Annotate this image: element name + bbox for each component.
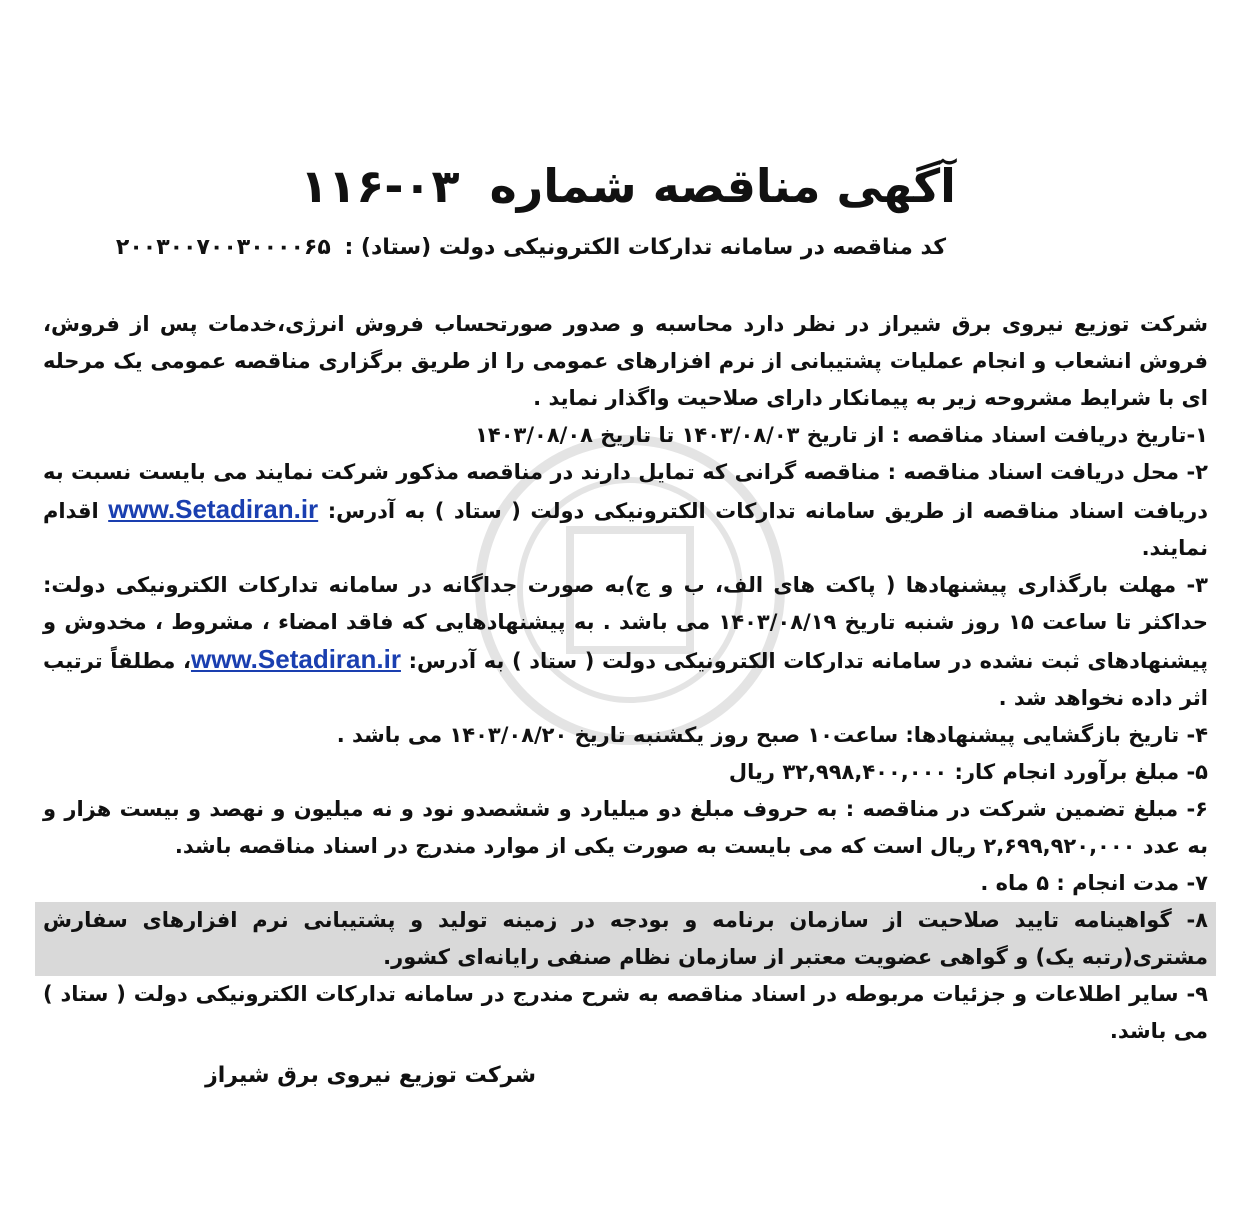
- tender-code-label: کد مناقصه در سامانه تدارکات الکترونیکی دولت (ستاد) :: [344, 235, 946, 260]
- item-3: [43, 567, 1208, 717]
- intro-paragraph: شرکت توزیع نیروی برق شیراز در نظر دارد محاسبه و صدور صورتحساب فروش انرژی،خدمات پس از فروش، فروش انشعاب و انجام عملیات پشتیبانی از نرم افزارهای عمومی را از طریق برگزاری مناقصه عمومی یک مرحله ای با شرایط مشروحه زیر به پیمانکار دارای صلاحیت واگذار نماید .: [43, 312, 1208, 410]
- item-5: ۵- مبلغ برآورد انجام کار: ۳۲,۹۹۸,۴۰۰,۰۰۰ ریال: [728, 760, 1208, 784]
- item-2-text: ۲- محل دریافت اسناد مناقصه : مناقصه گرانی که تمایل دارند در مناقصه مذکور شرکت نمایند می بایست نسبت به دریافت اسناد مناقصه از طریق سامانه تدارکات الکترونیکی دولت ( ستاد ) به آدرس:: [43, 460, 1209, 523]
- item-2-text-end: اقدام نمایند.: [43, 499, 1208, 560]
- tender-code: ۲۰۰۳۰۰۷۰۰۳۰۰۰۰۶۵: [115, 235, 331, 260]
- setadiran-link-2[interactable]: www.Setadiran.ir: [190, 644, 401, 674]
- title-text: آگهی مناقصه شماره: [489, 159, 956, 213]
- item-3-text: ۳- مهلت بارگذاری پیشنهادها ( پاکت های الف، ب و ج)به صورت جداگانه در سامانه تدارکات الکترونیکی دولت: حداکثر تا ساعت ۱۵ روز شنبه تاریخ ۱۴۰۳/۰۸/۱۹ می باشد . به پیشنهادهایی که فاقد امضاء ، مشروط ، مخدوش و پیشنهادهای ثبت نشده در سامانه تدارکات الکترونیکی دولت ( ستاد ) به آدرس:: [43, 573, 1208, 673]
- item-6: ۶- مبلغ تضمین شرکت در مناقصه : به حروف مبلغ دو میلیارد و ششصدو نود و نه میلیون و نهصد و بیست هزار و به عدد ۲,۶۹۹,۹۲۰,۰۰۰ ریال است که می بایست به صورت یکی از موارد مندرج در اسناد مناقصه باشد.: [43, 797, 1208, 858]
- page-title: [0, 150, 1256, 222]
- item-8-highlighted: ۸- گواهینامه تایید صلاحیت از سازمان برنامه و بودجه در زمینه تولید و پشتیبانی نرم افزارهای سفارش مشتری(رتبه یک) و گواهی عضویت معتبر از سازمان نظام صنفی رایانه‌ای کشور.: [35, 902, 1216, 976]
- setadiran-link[interactable]: www.Setadiran.ir: [108, 494, 319, 524]
- signature-company: شرکت توزیع نیروی برق شیراز: [205, 1063, 536, 1088]
- item-9: ۹- سایر اطلاعات و جزئیات مربوطه در اسناد مناقصه به شرح مندرج در سامانه تدارکات الکترونیکی دولت ( ستاد ) می باشد.: [43, 982, 1208, 1043]
- item-2: [43, 454, 1208, 567]
- item-1: ۱-تاریخ دریافت اسناد مناقصه : از تاریخ ۱۴۰۳/۰۸/۰۳ تا تاریخ ۱۴۰۳/۰۸/۰۸: [475, 423, 1208, 447]
- tender-code-line: [116, 228, 946, 268]
- item-7: ۷- مدت انجام : ۵ ماه .: [980, 871, 1208, 895]
- notice-body: [43, 306, 1208, 1050]
- item-3-text-end: ، مطلقاً ترتیب اثر داده نخواهد شد .: [43, 649, 1208, 710]
- tender-number: ۱۱۶-۰۳: [300, 159, 460, 213]
- item-4: ۴- تاریخ بازگشایی پیشنهادها: ساعت۱۰ صبح روز یکشنبه تاریخ ۱۴۰۳/۰۸/۲۰ می باشد .: [336, 723, 1208, 747]
